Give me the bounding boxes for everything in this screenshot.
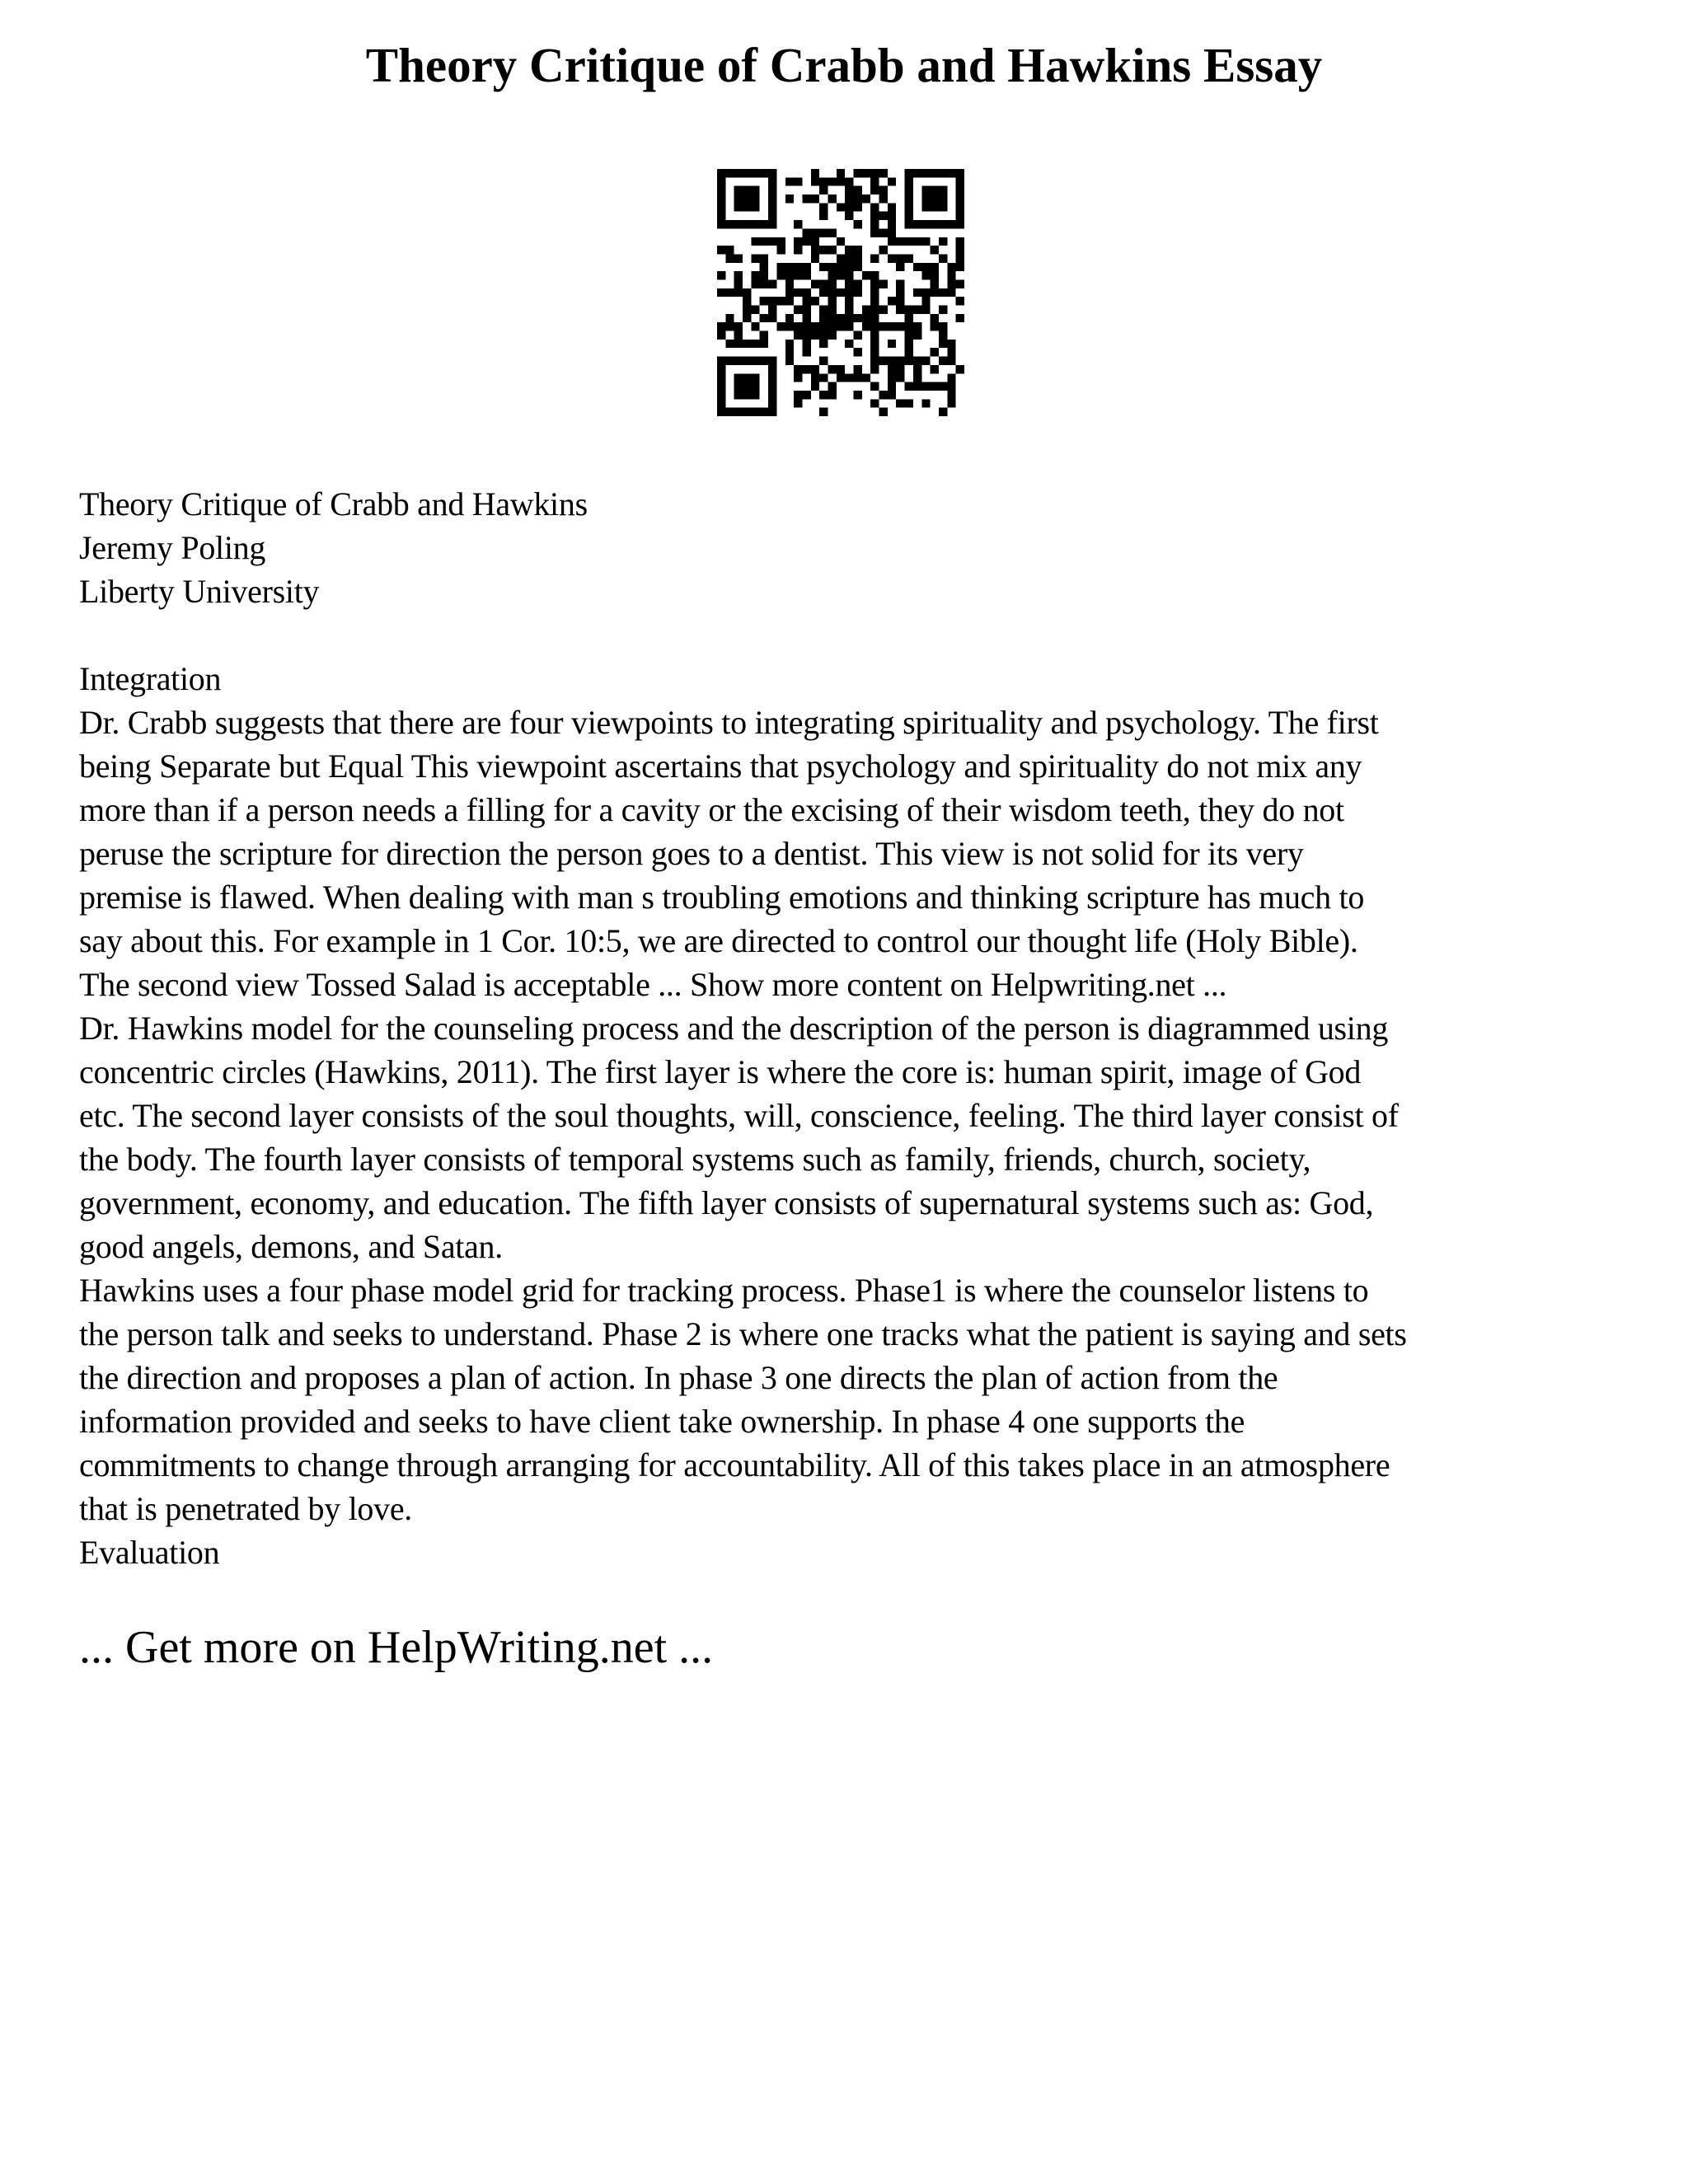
section-heading-integration: Integration xyxy=(79,660,222,697)
body-line: that is penetrated by love. xyxy=(79,1490,412,1527)
essay-body xyxy=(79,482,1629,1574)
document-title: Theory Critique of Crabb and Hawkins Essay xyxy=(365,38,1323,92)
body-line: concentric circles (Hawkins, 2011). The first layer is where the core is: human spirit, image of God xyxy=(79,1053,1362,1090)
body-line: Dr. Hawkins model for the counseling process and the description of the person is diagrammed using xyxy=(79,1010,1389,1047)
body-line: good angels, demons, and Satan. xyxy=(79,1228,503,1265)
body-line-show-more: The second view Tossed Salad is acceptable ... Show more content on Helpwriting.net ... xyxy=(79,966,1227,1003)
body-line: being Separate but Equal This viewpoint ascertains that psychology and spirituality do not mix any xyxy=(79,748,1362,785)
qr-code-icon[interactable] xyxy=(717,169,964,416)
body-line: the person talk and seeks to understand. Phase 2 is where one tracks what the patient is saying and sets xyxy=(79,1315,1407,1352)
body-line: premise is flawed. When dealing with man s troubling emotions and thinking scripture has much to xyxy=(79,879,1365,916)
body-line: peruse the scripture for direction the person goes to a dentist. This view is not solid for its very xyxy=(79,835,1304,872)
body-line: the body. The fourth layer consists of temporal systems such as family, friends, church, society, xyxy=(79,1141,1311,1178)
body-line: etc. The second layer consists of the soul thoughts, will, conscience, feeling. The third layer consist of xyxy=(79,1097,1399,1134)
get-more-link[interactable]: ... Get more on HelpWriting.net ... xyxy=(79,1622,714,1673)
body-line: more than if a person needs a filling for a cavity or the excising of their wisdom teeth, they do not xyxy=(79,791,1344,828)
body-line: the direction and proposes a plan of action. In phase 3 one directs the plan of action from the xyxy=(79,1359,1278,1396)
essay-title-line: Theory Critique of Crabb and Hawkins xyxy=(79,485,588,523)
institution-name: Liberty University xyxy=(79,573,320,610)
body-line: Dr. Crabb suggests that there are four viewpoints to integrating spirituality and psychology. The first xyxy=(79,704,1379,741)
section-heading-evaluation: Evaluation xyxy=(79,1534,220,1571)
body-line: say about this. For example in 1 Cor. 10:5, we are directed to control our thought life (Holy Bible). xyxy=(79,922,1358,959)
spacer xyxy=(79,613,1629,657)
author-name: Jeremy Poling xyxy=(79,529,266,566)
body-line: Hawkins uses a four phase model grid for tracking process. Phase1 is where the counselor listens to xyxy=(79,1272,1369,1309)
body-line: information provided and seeks to have client take ownership. In phase 4 one supports the xyxy=(79,1403,1245,1440)
body-line: commitments to change through arranging for accountability. All of this takes place in an atmosphere xyxy=(79,1446,1390,1483)
body-line: government, economy, and education. The fifth layer consists of supernatural systems such as: God, xyxy=(79,1184,1374,1221)
